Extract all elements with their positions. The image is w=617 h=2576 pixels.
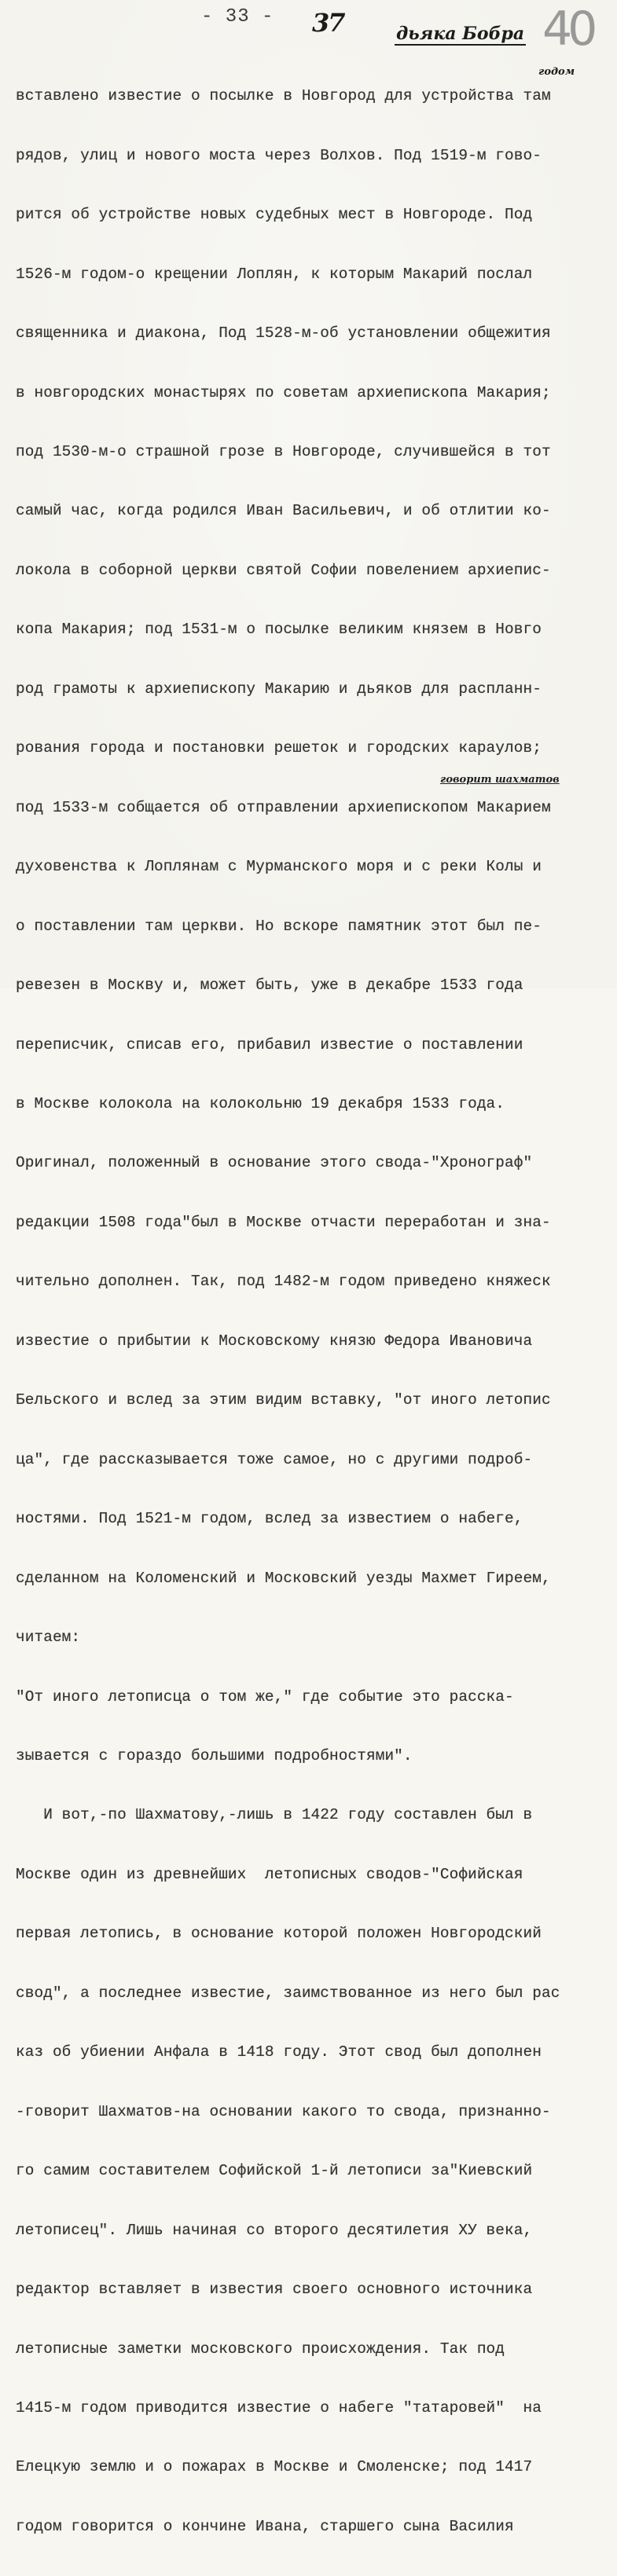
text-line: Москве один из древнейших летописных сводов-"Софийская [16, 1865, 523, 1883]
text-line: 1526-м годом-о крещении Лоплян, к которым Макарий послал [16, 265, 533, 283]
text-line: ца", где рассказывается тоже самое, но с другими подроб- [16, 1450, 533, 1468]
text-line: Оригинал, положенный в основание этого свода-"Хронограф" [16, 1154, 533, 1172]
text-line: го самим составителем Софийской 1-й летописи за"Киевский [16, 2162, 533, 2180]
text-line: свод", а последнее известие, заимствованное из него был рас [16, 1984, 560, 2002]
text-line: переписчик, списав его, прибавил известие о поставлении [16, 1035, 523, 1053]
text-line: под 1533-м собщается об отправлении архиепископом Макарием [16, 798, 551, 816]
page-number: - 33 - [201, 6, 274, 27]
typed-body-text [16, 47, 613, 2535]
text-line: летописные заметки московского происхождения. Так под [16, 2340, 505, 2358]
text-line: каз об убиении Анфала в 1418 году. Этот свод был дополнен [16, 2043, 542, 2061]
text-line: рядов, улиц и нового моста через Волхов. Под 1519-м гово- [16, 146, 542, 164]
text-line: читаем: [16, 1629, 81, 1647]
text-line: локола в соборной церкви святой Софии повелением архиепис- [16, 561, 551, 579]
text-line: самый час, когда родился Иван Васильевич, и об отлитии ко- [16, 502, 551, 520]
text-line: редактор вставляет в известия своего основного источника [16, 2281, 533, 2299]
text-line: в новгородских монастырях по советам архиепископа Макария; [16, 383, 551, 401]
text-line: первая летопись, в основание которой положен Новгородский [16, 1925, 542, 1943]
text-line: священника и диакона, Под 1528-м-об установлении общежития [16, 324, 551, 343]
text-line: в Москве колокола на колокольню 19 декабря 1533 года. [16, 1095, 505, 1113]
text-line: вставлено известие о посылке в Новгород для устройства там [16, 87, 551, 105]
text-line: ревезен в Москву и, может быть, уже в декабре 1533 года [16, 977, 523, 995]
text-line: под 1530-м-о страшной грозе в Новгороде, случившейся в тот [16, 443, 551, 461]
text-line: зывается с гораздо большими подробностями". [16, 1747, 413, 1764]
text-line: "От иного летописца о том же," где событие это расска- [16, 1687, 514, 1706]
text-line: рится об устройстве новых судебных мест в Новгороде. Под [16, 206, 533, 224]
text-line: духовенства к Лоплянам с Мурманского моря и с реки Колы и [16, 858, 542, 876]
text-line: копа Макария; под 1531-м о посылке великим князем в Новго [16, 621, 542, 639]
text-line: И вот,-по Шахматову,-лишь в 1422 году составлен был в [16, 1806, 533, 1824]
handwritten-folio-number: 37 [312, 8, 344, 38]
text-line: рования города и постановки решеток и городских караулов; [16, 739, 542, 757]
archive-stamp-number: 40 [542, 2, 593, 57]
text-line: ностями. Под 1521-м годом, вслед за известием о набеге, [16, 1510, 523, 1528]
handwritten-margin-note: дьяка Бобра [396, 24, 525, 44]
text-line: сделанном на Коломенский и Московский уезды Махмет Гиреем, [16, 1569, 551, 1587]
text-line: годом говорится о кончине Ивана, старшего сына Василия [16, 2517, 514, 2535]
text-line: Елецкую землю и о пожарах в Москве и Смоленске; под 1417 [16, 2458, 533, 2476]
text-line: летописец". Лишь начиная со второго десятилетия ХУ века, [16, 2221, 533, 2239]
text-line: редакции 1508 года"был в Москве отчасти переработан и зна- [16, 1213, 551, 1231]
text-line: Бельского и вслед за этим видим вставку, "от иного летопис [16, 1391, 551, 1409]
text-line: род грамоты к архиепископу Макарию и дьяков для распланн- [16, 680, 542, 698]
text-line: чительно дополнен. Так, под 1482-м годом приведено княжеск [16, 1273, 551, 1291]
text-line: о поставлении там церкви. Но вскоре памятник этот был пе- [16, 917, 542, 935]
handwritten-interline-note: годом [538, 66, 575, 78]
text-line: -говорит Шахматов-на основании какого то свода, признанно- [16, 2102, 551, 2120]
text-line: известие о прибытии к Московскому князю Федора Ивановича [16, 1332, 533, 1350]
handwritten-interline-note: говорит шахматов [440, 774, 560, 786]
text-line: 1415-м годом приводится известие о набеге "татаровей" на [16, 2398, 542, 2417]
